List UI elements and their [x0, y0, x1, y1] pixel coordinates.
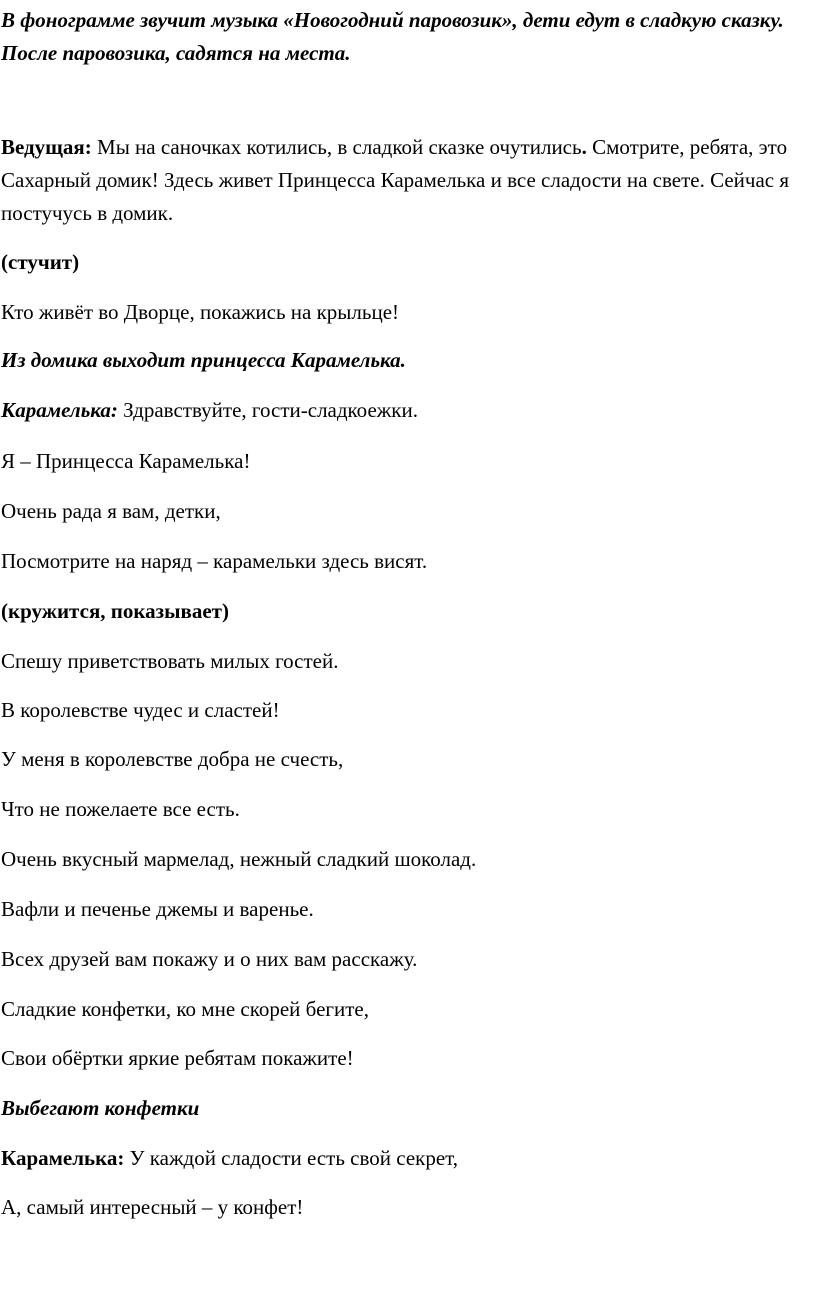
verse-line: Очень вкусный мармелад, нежный сладкий шоколад.	[1, 847, 477, 871]
host-speaker: Ведущая:	[1, 135, 92, 159]
caramel-line-2	[1, 1144, 458, 1172]
caramel-text: У каждой сладости есть свой секрет,	[124, 1146, 459, 1170]
caramel-speaker: Карамелька:	[1, 398, 118, 422]
text-line: Кто живёт во Дворце, покажись на крыльце!	[1, 300, 400, 324]
intro-stage-direction: В фонограмме звучит музыка «Новогодний паровозик», дети едут в сладкую сказку. После паровозика, садятся на места.	[1, 8, 784, 65]
verse-line: Я – Принцесса Карамелька!	[1, 449, 251, 473]
verse-line: Вафли и печенье джемы и варенье.	[1, 897, 314, 921]
verse-line: Что не пожелаете все есть.	[1, 797, 240, 821]
stage-direction-spins: (кружится, показывает)	[1, 599, 229, 623]
caramel-speaker: Карамелька:	[1, 1146, 125, 1170]
verse-line: Свои обёртки яркие ребятам покажите!	[1, 1046, 354, 1070]
verse-line: В королевстве чудес и сластей!	[1, 698, 280, 722]
stage-direction-candies: Выбегают конфетки	[1, 1096, 200, 1120]
stage-direction-knocks: (стучит)	[1, 250, 80, 274]
verse-line: Спешу приветствовать милых гостей.	[1, 649, 339, 673]
host-bold-dot: .	[581, 135, 587, 159]
text-line: А, самый интересный – у конфет!	[1, 1195, 304, 1219]
verse-line: Всех друзей вам покажу и о них вам расскажу.	[1, 947, 418, 971]
host-text-part2: Смотрите, ребята, это Сахарный домик! Здесь живет Принцесса Карамелька и все сладости на свете. Сейчас я постучусь в домик.	[1, 135, 790, 225]
stage-direction-exit: Из домика выходит принцесса Карамелька.	[1, 348, 406, 372]
host-text-part1: Мы на саночках котились, в сладкой сказке очутились	[91, 135, 582, 159]
verse-line: Посмотрите на наряд – карамельки здесь висят.	[1, 549, 428, 573]
verse-line: У меня в королевстве добра не счесть,	[1, 747, 344, 771]
caramel-text: Здравствуйте, гости-сладкоежки.	[117, 398, 418, 422]
caramel-line-1	[1, 396, 418, 424]
host-paragraph	[1, 131, 806, 230]
verse-line: Сладкие конфетки, ко мне скорей бегите,	[1, 997, 370, 1021]
verse-line: Очень рада я вам, детки,	[1, 499, 221, 523]
